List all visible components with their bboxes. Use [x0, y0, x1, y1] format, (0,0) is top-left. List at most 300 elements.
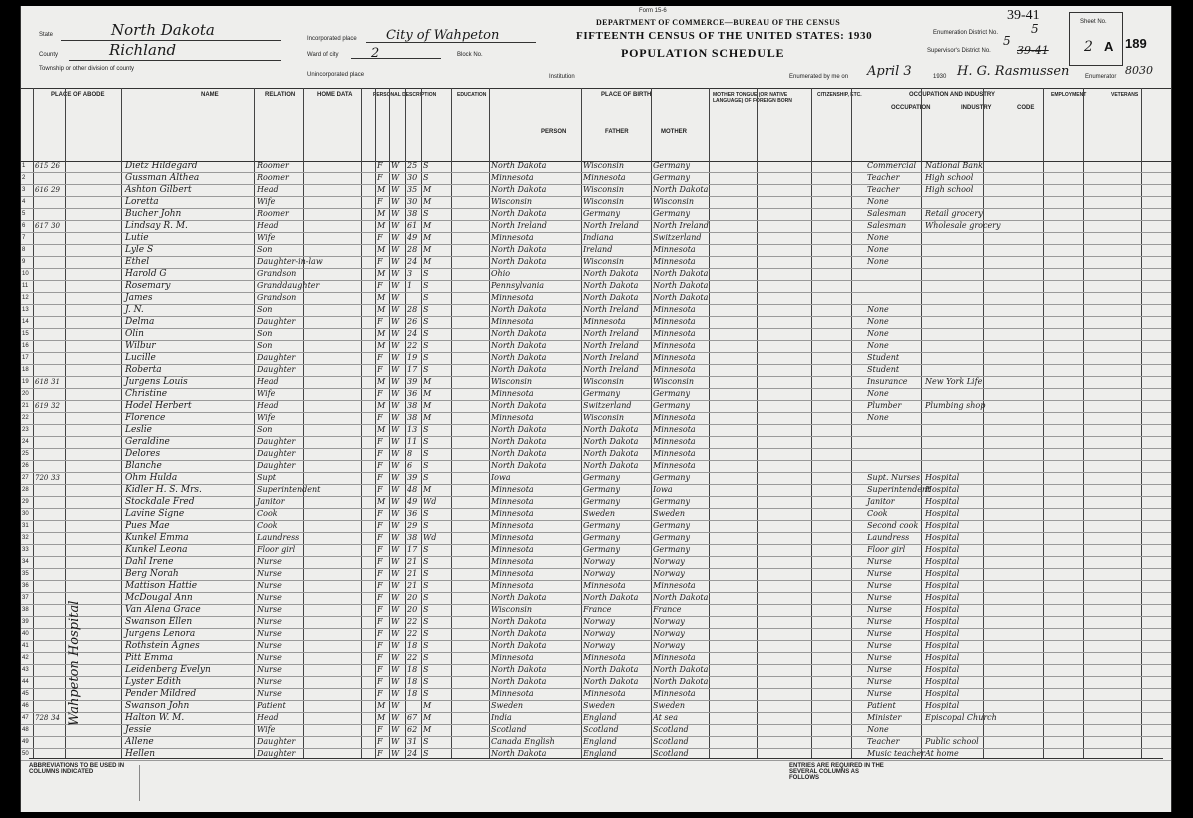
- cell-dwelling: [35, 724, 49, 736]
- incorporated-field: [366, 24, 536, 43]
- cell-rel: Laundress: [257, 533, 300, 542]
- cell-occ: Janitor: [867, 497, 895, 506]
- cell-race: W: [391, 749, 400, 758]
- cell-ind: High school: [925, 173, 974, 182]
- cell-fpob: Germany: [583, 521, 620, 530]
- cell-name: Dietz Hildegard: [125, 161, 198, 171]
- cell-mpob: North Dakota: [653, 665, 709, 674]
- cell-age: 21: [407, 581, 418, 590]
- cell-occ: None: [867, 245, 889, 254]
- cell-family: [51, 172, 65, 184]
- cell-n: 28: [22, 487, 29, 493]
- cell-pob: Minnesota: [491, 485, 534, 494]
- cell-name: Van Alena Grace: [125, 605, 201, 615]
- cell-sex: F: [377, 449, 383, 458]
- cell-rel: Nurse: [257, 569, 282, 578]
- cell-family: [51, 556, 65, 568]
- cell-family: [51, 616, 65, 628]
- cell-n: 10: [22, 271, 29, 277]
- cell-sex: F: [377, 641, 383, 650]
- cell-name: Hodel Herbert: [125, 401, 192, 411]
- cell-occ: Commercial: [867, 161, 917, 170]
- cell-rel: Roomer: [257, 173, 289, 182]
- cell-pob: Minnesota: [491, 533, 534, 542]
- cell-race: W: [391, 497, 400, 506]
- col-group-personal: PERSONAL DESCRIPTION: [373, 92, 437, 98]
- cell-family: [51, 424, 65, 436]
- cell-ind: [925, 280, 983, 292]
- cell-pob: North Dakota: [491, 437, 547, 446]
- cell-age: 26: [407, 317, 418, 326]
- cell-pob: North Dakota: [491, 449, 547, 458]
- cell-ind: [925, 388, 983, 400]
- cell-sex: M: [377, 341, 386, 350]
- cell-name: Dahl Irene: [125, 557, 174, 567]
- cell-ind: Plumbing shop: [925, 401, 986, 410]
- cell-occ: Patient: [867, 701, 896, 710]
- cell-pob: Minnesota: [491, 569, 534, 578]
- cell-dwelling: 728: [35, 714, 49, 722]
- cell-rel: Grandson: [257, 269, 297, 278]
- cell-pob: Minnesota: [491, 497, 534, 506]
- cell-n: 7: [22, 235, 26, 241]
- cell-rel: Nurse: [257, 689, 282, 698]
- cell-dwelling: [35, 664, 49, 676]
- cell-sex: M: [377, 293, 386, 302]
- cell-sex: F: [377, 281, 383, 290]
- cell-ind: High school: [925, 185, 974, 194]
- cell-name: Florence: [125, 413, 166, 423]
- cell-ind: Wholesale grocery: [925, 221, 1001, 230]
- cell-fpob: Ireland: [583, 245, 613, 254]
- cell-family: [51, 280, 65, 292]
- cell-dwelling: [35, 628, 49, 640]
- cell-mpob: Minnesota: [653, 413, 696, 422]
- cell-pob: Wisconsin: [491, 197, 533, 206]
- cell-age: 48: [407, 485, 418, 494]
- side-number: 8030: [1125, 64, 1153, 77]
- cell-ms: M: [423, 389, 432, 398]
- cell-rel: Daughter: [257, 437, 296, 446]
- cell-n: 26: [22, 463, 29, 469]
- cell-dwelling: [35, 616, 49, 628]
- cell-age: 8: [407, 449, 413, 458]
- cell-family: [51, 244, 65, 256]
- cell-fpob: Norway: [583, 617, 615, 626]
- cell-family: [51, 268, 65, 280]
- cell-family: [51, 628, 65, 640]
- footer-abbrev-title: ABBREVIATIONS TO BE USED IN COLUMNS INDICATED: [29, 763, 125, 775]
- cell-race: W: [391, 641, 400, 650]
- cell-rel: Son: [257, 245, 273, 254]
- cell-n: 34: [22, 559, 29, 565]
- cell-ind: [925, 436, 983, 448]
- col-sub-mother: MOTHER: [661, 129, 687, 135]
- cell-ms: S: [423, 581, 429, 590]
- cell-mpob: France: [653, 605, 682, 614]
- cell-sex: F: [377, 509, 383, 518]
- cell-race: W: [391, 185, 400, 194]
- cell-ind: Hospital: [925, 617, 960, 626]
- cell-sex: F: [377, 593, 383, 602]
- cell-n: 45: [22, 691, 29, 697]
- cell-occ: None: [867, 329, 889, 338]
- cell-n: 46: [22, 703, 29, 709]
- cell-sex: F: [377, 737, 383, 746]
- cell-ms: S: [423, 281, 429, 290]
- cell-ind: Hospital: [925, 521, 960, 530]
- cell-name: Loretta: [125, 197, 159, 207]
- supervisor-value: 5: [1003, 34, 1011, 48]
- col-sub-occupation: OCCUPATION: [891, 105, 931, 111]
- cell-race: W: [391, 233, 400, 242]
- cell-name: Lutie: [125, 233, 149, 243]
- cell-pob: North Dakota: [491, 593, 547, 602]
- cell-family: [51, 688, 65, 700]
- cell-mpob: Germany: [653, 161, 690, 170]
- cell-ind: At home: [925, 749, 959, 758]
- cell-ms: S: [423, 461, 429, 470]
- cell-fpob: Minnesota: [583, 317, 626, 326]
- cell-mpob: North Dakota: [653, 281, 709, 290]
- cell-occ: None: [867, 341, 889, 350]
- cell-race: W: [391, 485, 400, 494]
- cell-pob: Scotland: [491, 725, 527, 734]
- cell-family: [51, 340, 65, 352]
- cell-name: Lucille: [125, 353, 156, 363]
- enumerated-date: April 3: [867, 64, 912, 79]
- cell-occ: [867, 424, 921, 436]
- cell-pob: Iowa: [491, 473, 511, 482]
- cell-dwelling: [35, 604, 49, 616]
- cell-ms: S: [423, 641, 429, 650]
- footer-entries-title: ENTRIES ARE REQUIRED IN THE SEVERAL COLUMNS AS FOLLOWS: [789, 763, 884, 781]
- cell-n: 11: [22, 283, 29, 289]
- cell-name: Rothstein Agnes: [125, 641, 200, 651]
- cell-race: W: [391, 557, 400, 566]
- cell-occ: Nurse: [867, 557, 892, 566]
- cell-mpob: Norway: [653, 629, 685, 638]
- cell-fpob: North Dakota: [583, 461, 639, 470]
- cell-family: [51, 676, 65, 688]
- cell-ind: Hospital: [925, 497, 960, 506]
- cell-age: [407, 700, 421, 712]
- cell-mpob: Germany: [653, 173, 690, 182]
- cell-occ: Floor girl: [867, 545, 906, 554]
- cell-n: 36: [22, 583, 29, 589]
- cell-rel: Head: [257, 377, 279, 386]
- cell-occ: Cook: [867, 509, 888, 518]
- cell-n: 13: [22, 307, 29, 313]
- cell-mpob: Minnesota: [653, 461, 696, 470]
- cell-fpob: North Ireland: [583, 329, 639, 338]
- cell-dwelling: [35, 496, 49, 508]
- cell-ms: S: [423, 365, 429, 374]
- cell-rel: Head: [257, 401, 279, 410]
- cell-family: [51, 460, 65, 472]
- cell-fpob: Wisconsin: [583, 185, 625, 194]
- cell-pob: Pennsylvania: [491, 281, 545, 290]
- cell-ms: S: [423, 425, 429, 434]
- cell-rel: Grandson: [257, 293, 297, 302]
- cell-name: Jurgens Louis: [125, 377, 188, 387]
- cell-race: W: [391, 341, 400, 350]
- cell-race: W: [391, 437, 400, 446]
- cell-dwelling: [35, 640, 49, 652]
- enumerator-name: H. G. Rasmussen: [957, 64, 1070, 79]
- cell-pob: North Dakota: [491, 305, 547, 314]
- cell-age: 67: [407, 713, 418, 722]
- cell-ind: Hospital: [925, 665, 960, 674]
- cell-dwelling: [35, 208, 49, 220]
- cell-age: 1: [407, 281, 413, 290]
- cell-dwelling: [35, 736, 49, 748]
- col-sub-industry: INDUSTRY: [961, 105, 992, 111]
- cell-age: 18: [407, 677, 418, 686]
- institution-label: Institution: [549, 74, 575, 80]
- cell-mpob: North Dakota: [653, 185, 709, 194]
- cell-age: 31: [407, 737, 418, 746]
- cell-sex: F: [377, 461, 383, 470]
- cell-family: [51, 448, 65, 460]
- cell-ind: Hospital: [925, 545, 960, 554]
- cell-ms: M: [423, 485, 432, 494]
- cell-age: 29: [407, 521, 418, 530]
- cell-pob: North Dakota: [491, 665, 547, 674]
- cell-age: 24: [407, 329, 418, 338]
- cell-occ: Supt. Nurses: [867, 473, 920, 482]
- cell-race: W: [391, 293, 400, 302]
- cell-occ: None: [867, 725, 889, 734]
- cell-occ: Nurse: [867, 689, 892, 698]
- cell-mpob: Minnesota: [653, 245, 696, 254]
- cell-n: 41: [22, 643, 29, 649]
- census-title: FIFTEENTH CENSUS OF THE UNITED STATES: 1930: [576, 30, 873, 42]
- cell-ms: S: [423, 521, 429, 530]
- cell-mpob: Scotland: [653, 737, 689, 746]
- cell-ind: [925, 340, 983, 352]
- cell-occ: None: [867, 197, 889, 206]
- cell-pob: North Dakota: [491, 749, 547, 758]
- cell-ms: S: [423, 557, 429, 566]
- cell-race: W: [391, 401, 400, 410]
- cell-race: W: [391, 569, 400, 578]
- cell-race: W: [391, 221, 400, 230]
- cell-race: W: [391, 737, 400, 746]
- cell-race: W: [391, 593, 400, 602]
- cell-ms: S: [423, 173, 429, 182]
- cell-mpob: At sea: [653, 713, 679, 722]
- cell-age: 38: [407, 413, 418, 422]
- cell-rel: Cook: [257, 521, 278, 530]
- cell-dwelling: [35, 556, 49, 568]
- cell-ind: Hospital: [925, 569, 960, 578]
- cell-name: Geraldine: [125, 437, 170, 447]
- cell-race: W: [391, 425, 400, 434]
- cell-rel: Floor girl: [257, 545, 296, 554]
- cell-pob: Minnesota: [491, 689, 534, 698]
- cell-fpob: Germany: [583, 497, 620, 506]
- cell-age: 28: [407, 245, 418, 254]
- cell-race: W: [391, 701, 400, 710]
- cell-n: 44: [22, 679, 29, 685]
- cell-n: 33: [22, 547, 29, 553]
- cell-ind: [925, 328, 983, 340]
- cell-pob: North Dakota: [491, 425, 547, 434]
- cell-mpob: Germany: [653, 389, 690, 398]
- cell-ms: M: [423, 413, 432, 422]
- cell-rel: Son: [257, 425, 273, 434]
- cell-occ: [867, 448, 921, 460]
- cell-mpob: Iowa: [653, 485, 673, 494]
- department-title: DEPARTMENT OF COMMERCE—BUREAU OF THE CENSUS: [596, 18, 841, 27]
- cell-ms: S: [423, 353, 429, 362]
- cell-pob: North Dakota: [491, 245, 547, 254]
- col-group-name: NAME: [201, 92, 219, 98]
- cell-name: Wilbur: [125, 341, 156, 351]
- cell-rel: Wife: [257, 389, 276, 398]
- cell-dwelling: [35, 340, 49, 352]
- col-group-place-of-abode: PLACE OF ABODE: [51, 92, 105, 98]
- cell-sex: M: [377, 245, 386, 254]
- cell-dwelling: 615: [35, 162, 49, 170]
- cell-pob: Sweden: [491, 701, 524, 710]
- cell-pob: North Dakota: [491, 629, 547, 638]
- cell-fpob: Germany: [583, 209, 620, 218]
- cell-mpob: Minnesota: [653, 365, 696, 374]
- cell-ms: M: [423, 701, 432, 710]
- cell-occ: None: [867, 317, 889, 326]
- cell-family: [51, 640, 65, 652]
- cell-race: W: [391, 389, 400, 398]
- cell-age: 28: [407, 305, 418, 314]
- cell-pob: Wisconsin: [491, 377, 533, 386]
- cell-name: Gussman Althea: [125, 173, 200, 183]
- cell-sex: M: [377, 401, 386, 410]
- cell-dwelling: [35, 700, 49, 712]
- supervisor-value-2: 39-41: [1017, 44, 1049, 57]
- cell-pob: North Dakota: [491, 329, 547, 338]
- cell-fpob: North Ireland: [583, 341, 639, 350]
- cell-dwelling: [35, 364, 49, 376]
- cell-name: Harold G: [125, 269, 167, 279]
- cell-n: 2: [22, 175, 26, 181]
- cell-mpob: Norway: [653, 641, 685, 650]
- cell-fpob: Sweden: [583, 701, 616, 710]
- cell-n: 38: [22, 607, 29, 613]
- cell-dwelling: 720: [35, 474, 49, 482]
- cell-sex: F: [377, 677, 383, 686]
- cell-age: 21: [407, 569, 418, 578]
- cell-family: [51, 328, 65, 340]
- cell-mpob: Sweden: [653, 509, 686, 518]
- cell-age: 30: [407, 197, 418, 206]
- township-label: Township or other division of county: [39, 66, 135, 72]
- cell-occ: Laundress: [867, 533, 910, 542]
- col-group-veterans: VETERANS: [1111, 92, 1139, 98]
- cell-rel: Son: [257, 341, 273, 350]
- cell-rel: Daughter: [257, 461, 296, 470]
- cell-fpob: Minnesota: [583, 653, 626, 662]
- enumerated-label: Enumerated by me on: [789, 74, 849, 80]
- cell-ind: Hospital: [925, 581, 960, 590]
- cell-name: Berg Norah: [125, 569, 179, 579]
- cell-pob: North Dakota: [491, 185, 547, 194]
- cell-ind: [925, 244, 983, 256]
- cell-sex: F: [377, 569, 383, 578]
- cell-ms: S: [423, 209, 429, 218]
- cell-race: W: [391, 545, 400, 554]
- cell-occ: Nurse: [867, 581, 892, 590]
- cell-mpob: Minnesota: [653, 581, 696, 590]
- cell-fpob: Wisconsin: [583, 257, 625, 266]
- cell-family: [51, 304, 65, 316]
- cell-age: 38: [407, 209, 418, 218]
- cell-fpob: Minnesota: [583, 689, 626, 698]
- cell-name: Blanche: [125, 461, 162, 471]
- cell-occ: Salesman: [867, 209, 907, 218]
- cell-family: [51, 736, 65, 748]
- cell-race: W: [391, 665, 400, 674]
- cell-occ: Nurse: [867, 617, 892, 626]
- cell-sex: F: [377, 545, 383, 554]
- cell-fpob: North Dakota: [583, 281, 639, 290]
- cell-sex: F: [377, 389, 383, 398]
- cell-family: [51, 412, 65, 424]
- cell-occ: Nurse: [867, 653, 892, 662]
- cell-n: 48: [22, 727, 29, 733]
- cell-n: 27: [22, 475, 29, 481]
- cell-race: W: [391, 413, 400, 422]
- cell-fpob: North Dakota: [583, 425, 639, 434]
- cell-sex: F: [377, 581, 383, 590]
- cell-race: W: [391, 269, 400, 278]
- cell-name: Pitt Emma: [125, 653, 174, 663]
- cell-ind: Hospital: [925, 641, 960, 650]
- cell-n: 14: [22, 319, 29, 325]
- cell-name: Leidenberg Evelyn: [125, 665, 211, 675]
- cell-name: Kunkel Emma: [125, 533, 189, 543]
- cell-n: 4: [22, 199, 26, 205]
- cell-occ: Teacher: [867, 173, 900, 182]
- cell-race: W: [391, 257, 400, 266]
- cell-ms: S: [423, 329, 429, 338]
- cell-family: [51, 520, 65, 532]
- cell-race: W: [391, 353, 400, 362]
- cell-fpob: Indiana: [583, 233, 614, 242]
- cell-ms: S: [423, 653, 429, 662]
- cell-fpob: Germany: [583, 545, 620, 554]
- ward-label: Ward of city: [307, 52, 339, 58]
- cell-ms: M: [423, 377, 432, 386]
- cell-dwelling: [35, 424, 49, 436]
- cell-name: Rosemary: [125, 281, 171, 291]
- cell-dwelling: [35, 544, 49, 556]
- cell-pob: North Dakota: [491, 401, 547, 410]
- cell-age: 61: [407, 221, 418, 230]
- cell-sex: M: [377, 713, 386, 722]
- cell-n: 42: [22, 655, 29, 661]
- col-group-place-of-birth: PLACE OF BIRTH: [601, 92, 652, 98]
- cell-n: 30: [22, 511, 29, 517]
- cell-ms: S: [423, 545, 429, 554]
- col-group-citizenship: CITIZENSHIP, ETC.: [817, 92, 862, 98]
- cell-race: W: [391, 329, 400, 338]
- cell-pob: India: [491, 713, 512, 722]
- cell-ms: S: [423, 269, 429, 278]
- col-group-relation: RELATION: [265, 92, 296, 98]
- cell-name: Ethel: [125, 257, 150, 267]
